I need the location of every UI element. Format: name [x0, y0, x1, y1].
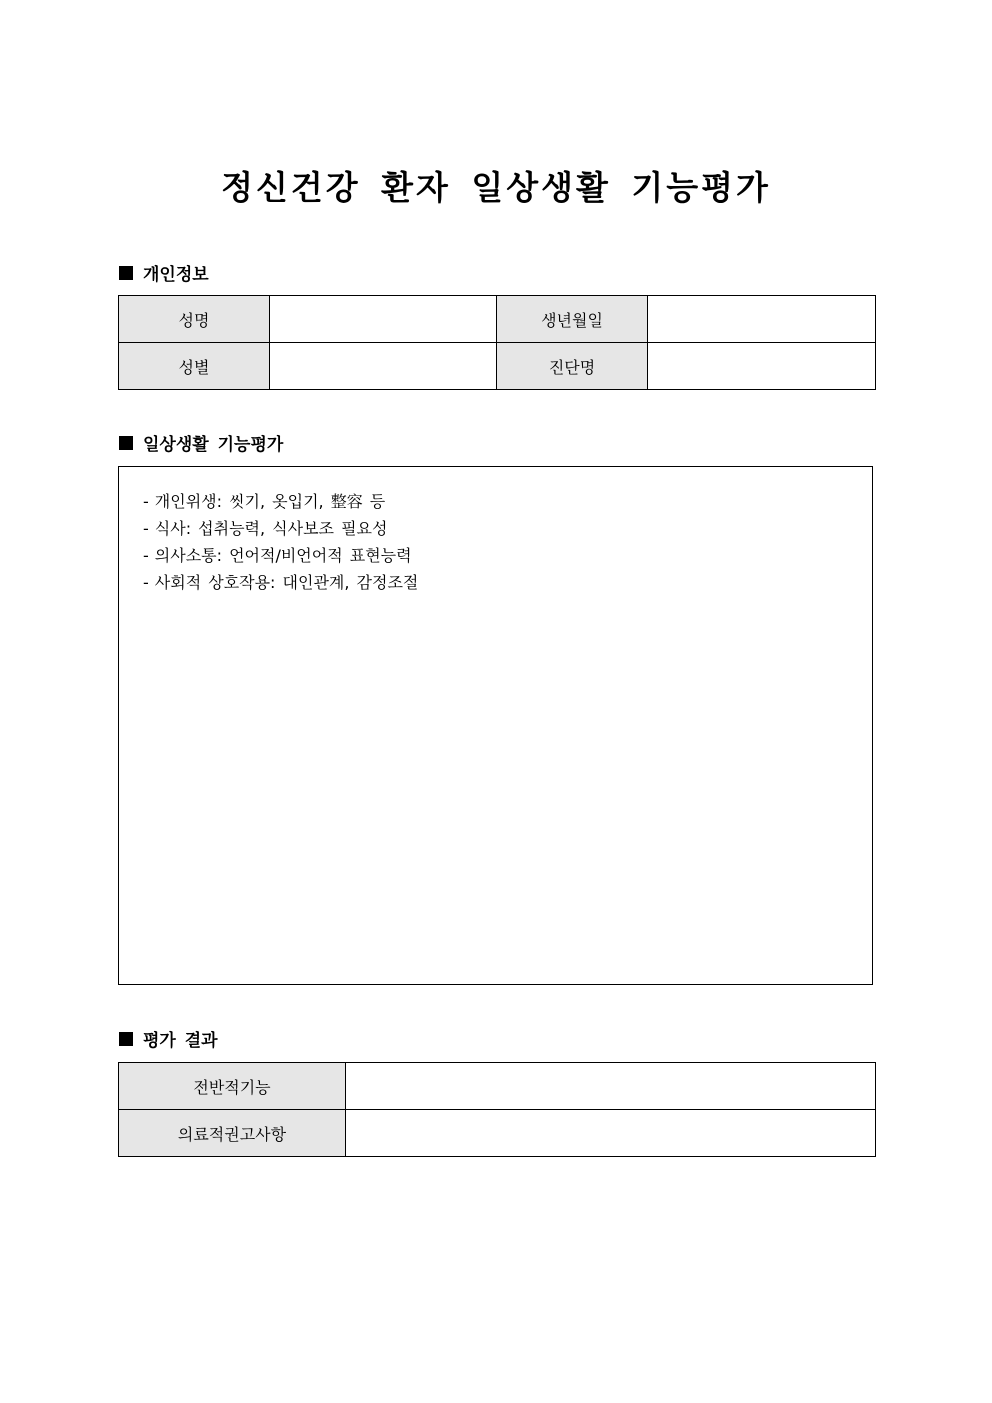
- overall-function-field[interactable]: [346, 1063, 876, 1110]
- name-label: 성명: [119, 296, 270, 343]
- adl-item-text: 사회적 상호작용: 대인관계, 감정조절: [154, 573, 419, 592]
- gender-label: 성별: [119, 343, 270, 390]
- page-title: 정신건강 환자 일상생활 기능평가: [221, 168, 771, 207]
- table-row: [119, 296, 876, 343]
- list-item: - 의사소통: 언어적/비언어적 표현능력: [143, 546, 412, 565]
- section-result-heading: [119, 1026, 218, 1051]
- adl-item-text: 의사소통: 언어적/비언어적 표현능력: [154, 546, 412, 565]
- list-item: - 식사: 섭취능력, 식사보조 필요성: [143, 519, 388, 538]
- table-row: [119, 343, 876, 390]
- list-item: - 개인위생: 씻기, 옷입기, 整容 등: [143, 492, 386, 511]
- gender-field[interactable]: [270, 343, 497, 390]
- overall-function-label: 전반적기능: [119, 1063, 346, 1110]
- square-bullet-icon: [119, 436, 133, 450]
- result-table: [118, 1062, 876, 1157]
- name-field[interactable]: [270, 296, 497, 343]
- table-row: [119, 1063, 876, 1110]
- birthdate-field[interactable]: [648, 296, 876, 343]
- list-item: - 사회적 상호작용: 대인관계, 감정조절: [143, 573, 419, 592]
- diagnosis-label: 진단명: [497, 343, 648, 390]
- personal-info-table: [118, 295, 876, 390]
- adl-assessment-box[interactable]: [118, 466, 873, 985]
- section-adl-heading: [119, 430, 283, 455]
- section-personal-title: 개인정보: [143, 265, 209, 285]
- section-result-title: 평가 결과: [143, 1031, 218, 1051]
- table-row: [119, 1110, 876, 1157]
- diagnosis-field[interactable]: [648, 343, 876, 390]
- section-personal-heading: [119, 260, 209, 285]
- square-bullet-icon: [119, 1032, 133, 1046]
- medical-recommendation-label: 의료적권고사항: [119, 1110, 346, 1157]
- adl-item-text: 식사: 섭취능력, 식사보조 필요성: [154, 519, 388, 538]
- adl-item-text: 개인위생: 씻기, 옷입기, 整容 등: [154, 492, 386, 511]
- birthdate-label: 생년월일: [497, 296, 648, 343]
- adl-item-list: [119, 467, 872, 596]
- square-bullet-icon: [119, 266, 133, 280]
- section-adl-title: 일상생활 기능평가: [143, 435, 284, 455]
- medical-recommendation-field[interactable]: [346, 1110, 876, 1157]
